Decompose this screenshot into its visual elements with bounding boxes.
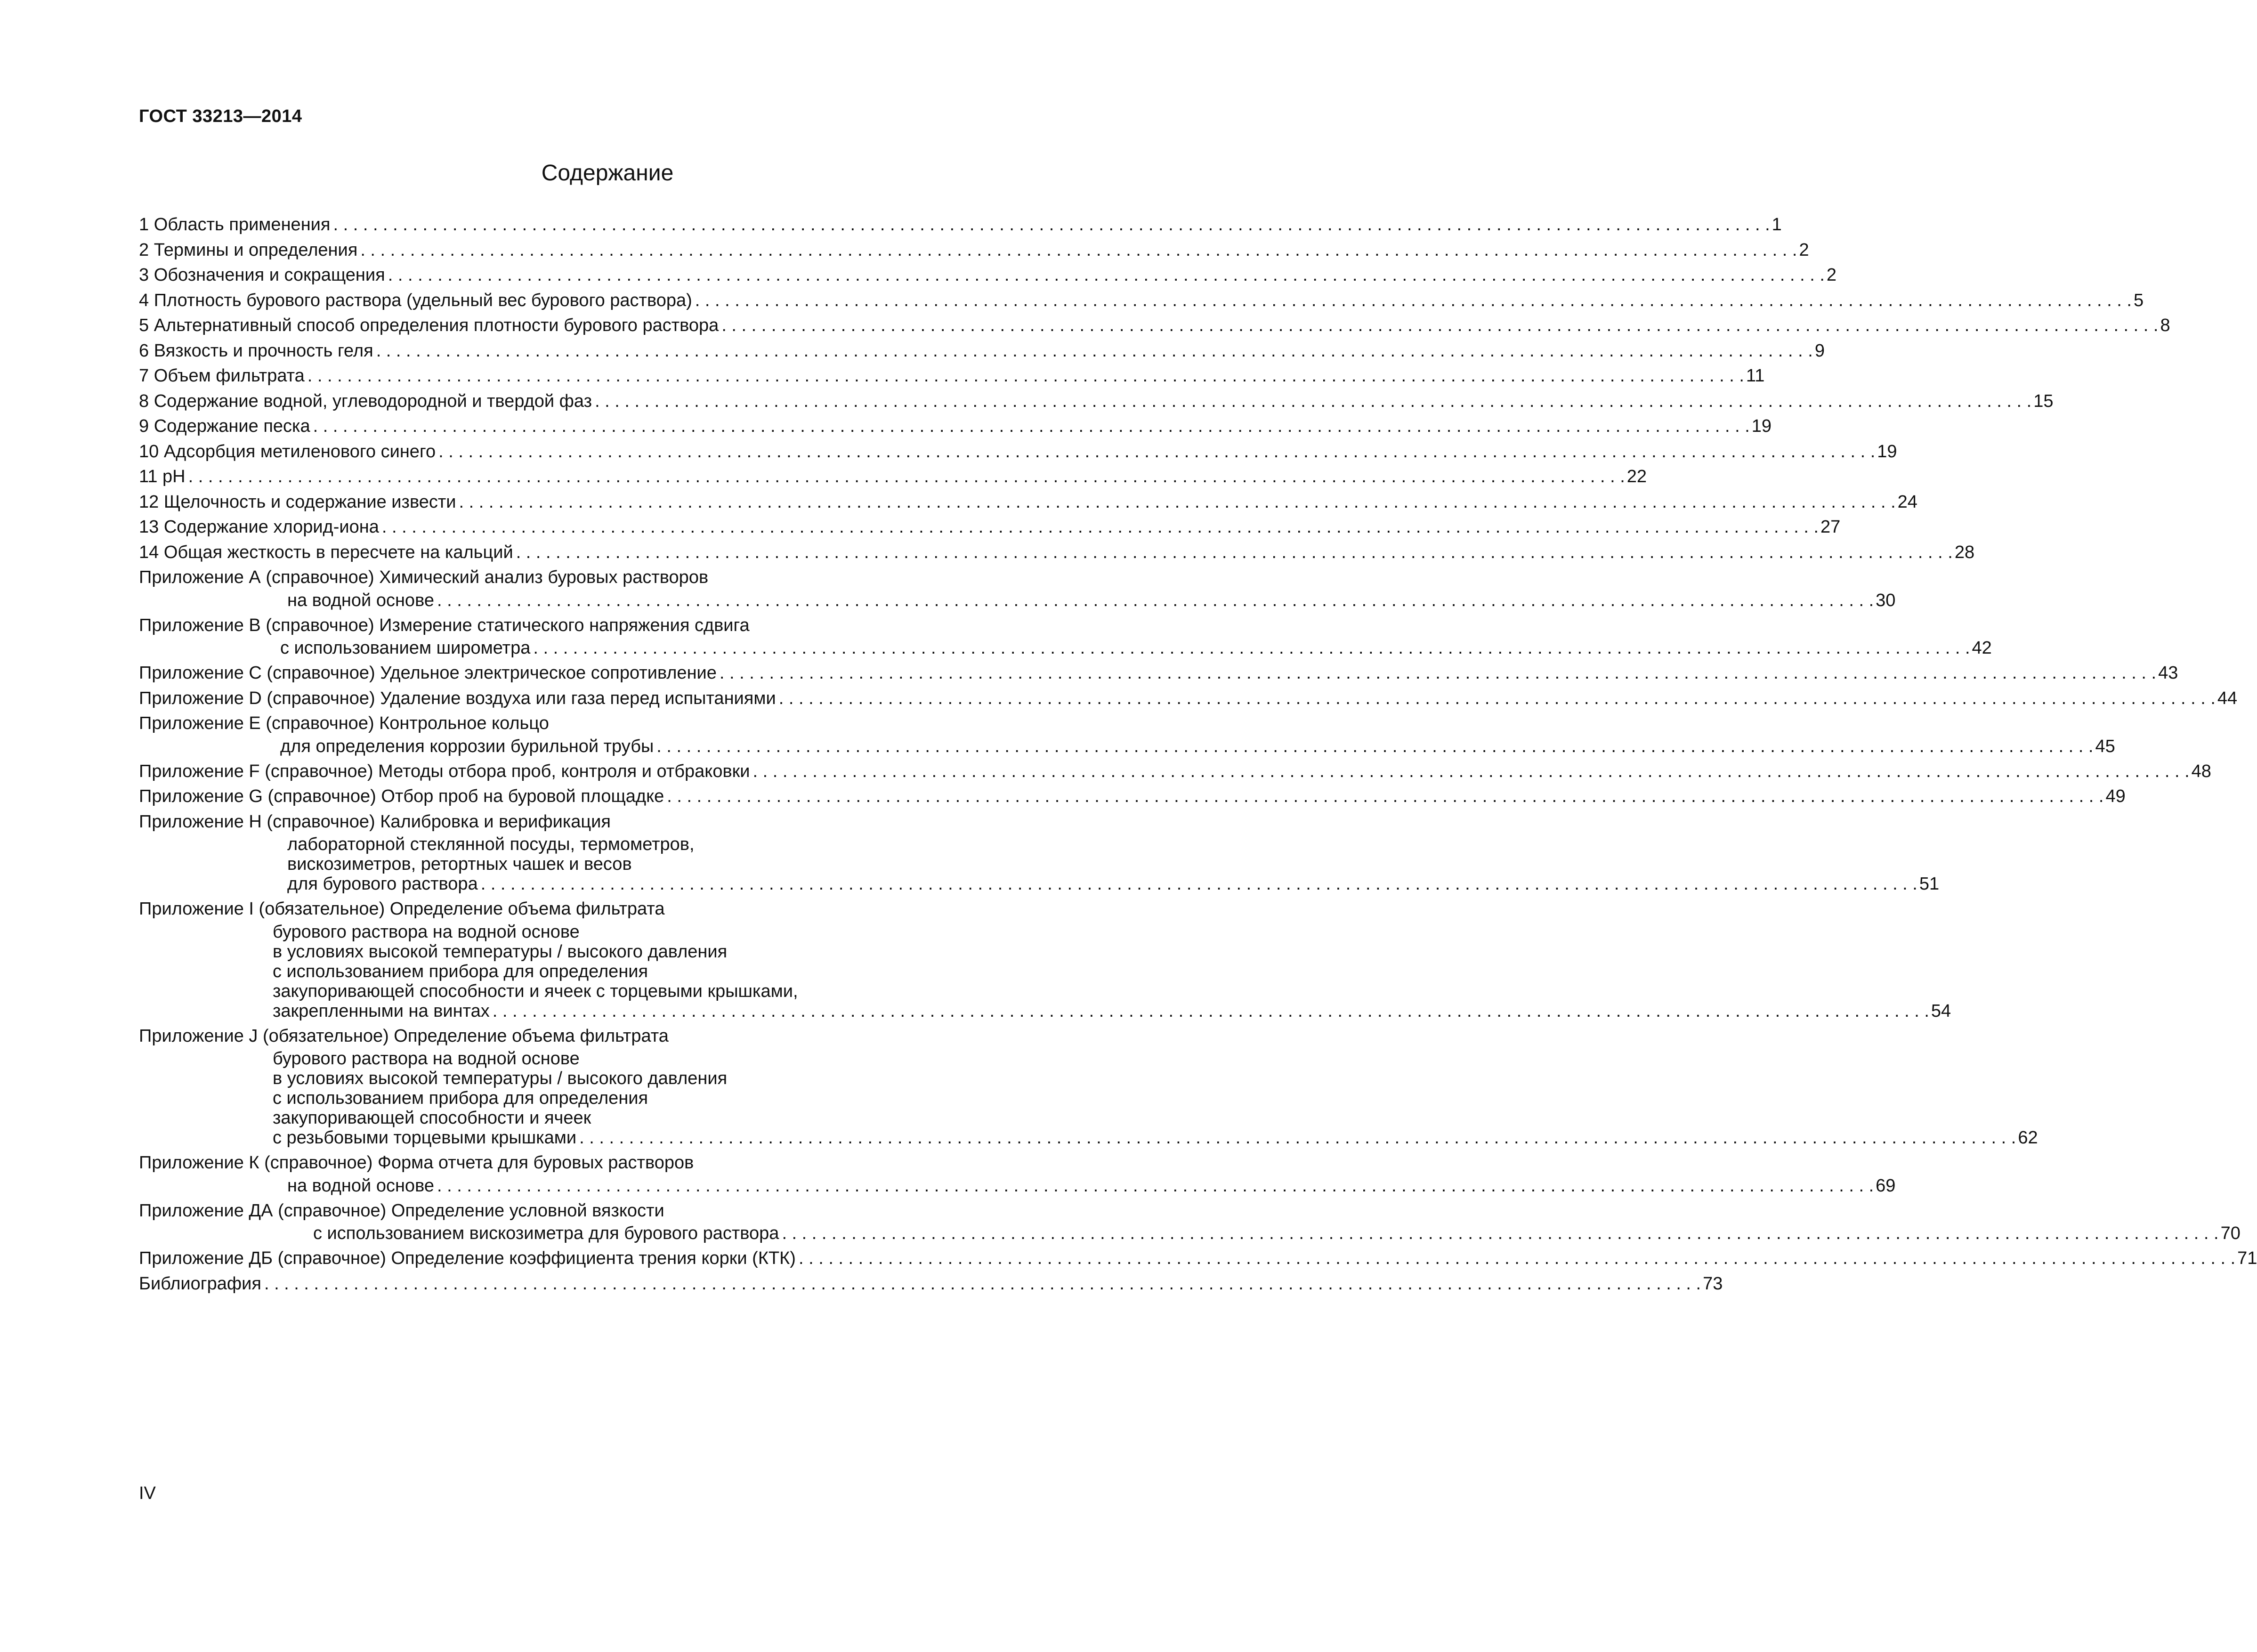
toc-entry[interactable] [139, 565, 1896, 613]
toc-entry-title: Приложение С (справочное) Удельное электрическое сопротивление [139, 663, 717, 683]
toc-entry-title-continued: с резьбовыми торцевыми крышками [273, 1128, 577, 1148]
toc-page-number: 43 [2158, 663, 2178, 683]
toc-entry-title: 2 Термины и определения [139, 240, 358, 260]
toc-entry[interactable] [139, 439, 1897, 465]
toc-page-number: 30 [1876, 590, 1896, 610]
toc-entry-title: 1 Область применения [139, 215, 331, 235]
toc-entry-title: Приложение А (справочное) Химический анализ буровых растворов [139, 567, 709, 587]
toc-entry[interactable] [139, 1271, 1723, 1297]
toc-entry-title: Приложение F (справочное) Методы отбора проб, контроля и отбраковки [139, 761, 750, 781]
toc-entry-title-continued: с использованием широметра [280, 638, 531, 658]
standard-code: ГОСТ 33213—2014 [139, 106, 302, 126]
leader-dots [656, 737, 2093, 756]
toc-entry-title: Приложение G (справочное) Отбор проб на буровой площадке [139, 786, 664, 806]
toc-entry-title: Приложение В (справочное) Измерение статического напряжения сдвига [139, 615, 750, 635]
toc-entry[interactable] [139, 1150, 1896, 1199]
toc-entry-title: Приложение J (обязательное) Определение объема фильтрата [139, 1026, 669, 1046]
toc-entry-title-continued: в условиях высокой температуры / высокого давления [273, 1069, 728, 1088]
toc-page-number: 45 [2095, 736, 2115, 756]
toc-page-number: 19 [1877, 441, 1897, 462]
leader-dots [388, 263, 1825, 288]
toc-page-number: 71 [2237, 1248, 2257, 1268]
toc-entry-title-continued: с использованием прибора для определения [273, 961, 648, 981]
leader-dots [264, 1271, 1701, 1297]
toc-page-number: 1 [1772, 215, 1782, 235]
toc-entry[interactable] [139, 661, 2178, 686]
toc-entry[interactable] [139, 1246, 2257, 1271]
leader-dots [313, 414, 1750, 439]
toc-entry-title: 7 Объем фильтрата [139, 366, 305, 386]
toc-page-number: 24 [1897, 492, 1917, 512]
toc-entry-title-continued: для бурового раствора [287, 874, 478, 894]
toc-page-number: 70 [2220, 1223, 2241, 1243]
toc-page-number: 44 [2217, 688, 2238, 708]
leader-dots [695, 288, 2132, 314]
toc-entry-title: Приложение К (справочное) Форма отчета для буровых растворов [139, 1153, 694, 1173]
toc-page-number: 62 [2018, 1128, 2038, 1148]
leader-dots [459, 490, 1895, 515]
leader-dots [481, 874, 1917, 894]
toc-entry[interactable] [139, 686, 2238, 712]
toc-entry[interactable] [139, 897, 1951, 1024]
toc-entry-title-continued: закупоривающей способности и ячеек с торцевыми крышками, [273, 981, 798, 1001]
leader-dots [753, 759, 2190, 785]
toc-entry[interactable] [139, 364, 1765, 389]
toc-entry[interactable] [139, 613, 1992, 661]
toc-entry[interactable] [139, 263, 1837, 288]
toc-page-number: 5 [2133, 290, 2144, 310]
leader-dots [799, 1246, 2235, 1271]
leader-dots [437, 1176, 1874, 1196]
leader-dots [360, 238, 1797, 263]
toc-entry[interactable] [139, 540, 1975, 566]
toc-entry-title: 8 Содержание водной, углеводородной и твердой фаз [139, 391, 592, 411]
toc-entry-title-continued: бурового раствора на водной основе [273, 1049, 580, 1069]
toc-entry-title: 12 Щелочность и содержание извести [139, 492, 456, 512]
toc-page-number: 73 [1703, 1273, 1723, 1294]
toc-title: Содержание [541, 161, 674, 186]
leader-dots [779, 686, 2216, 712]
toc-page-number: 19 [1751, 416, 1772, 436]
toc-entry-title-continued: закрепленными на винтах [273, 1001, 490, 1021]
toc-page-number: 27 [1820, 517, 1841, 537]
toc-entry[interactable] [139, 288, 2144, 314]
toc-page-number: 54 [1931, 1001, 1951, 1021]
toc-page-number: 11 [1746, 366, 1765, 386]
toc-entry-title: 13 Содержание хлорид-иона [139, 517, 379, 537]
toc-entry-title-continued: с использованием вискозиметра для бурового раствора [313, 1223, 779, 1243]
toc-page-number: 2 [1799, 240, 1809, 260]
toc-page-number: 2 [1826, 265, 1837, 285]
toc-entry[interactable] [139, 810, 1940, 897]
leader-dots [437, 591, 1874, 610]
toc-entry[interactable] [139, 212, 1782, 238]
leader-dots [493, 1001, 1929, 1021]
toc-entry-title: Приложение ДБ (справочное) Определение коэффициента трения корки (КТК) [139, 1248, 796, 1268]
toc-entry[interactable] [139, 414, 1772, 439]
toc-entry[interactable] [139, 238, 1809, 263]
toc-entry-title-continued: в условиях высокой температуры / высокого давления [273, 941, 728, 962]
toc-page-number: 15 [2033, 391, 2054, 411]
toc-entry[interactable] [139, 515, 1841, 540]
toc-entry[interactable] [139, 490, 1917, 515]
table-of-contents [139, 212, 2257, 1296]
toc-entry-title: Приложение Н (справочное) Калибровка и верификация [139, 811, 611, 832]
toc-entry[interactable] [139, 389, 2054, 414]
toc-page-number: 8 [2160, 316, 2170, 335]
toc-entry-title: Приложение I (обязательное) Определение объема фильтрата [139, 899, 665, 919]
toc-entry-title-continued: закупоривающей способности и ячеек [273, 1108, 591, 1128]
toc-entry-title-continued: для определения коррозии бурильной трубы [280, 736, 654, 756]
leader-dots [516, 540, 1953, 566]
toc-entry[interactable] [139, 313, 2170, 339]
toc-entry-title: 11 pH [139, 467, 186, 486]
toc-entry[interactable] [139, 464, 1647, 490]
toc-entry-title: 14 Общая жесткость в пересчете на кальций [139, 542, 513, 562]
toc-page-number: 69 [1876, 1175, 1896, 1196]
toc-entry[interactable] [139, 339, 1825, 364]
leader-dots [533, 638, 1970, 658]
toc-entry-title-continued: лабораторной стеклянной посуды, термометров, [287, 834, 695, 854]
toc-page-number: 49 [2105, 786, 2126, 806]
toc-entry-title-continued: на водной основе [287, 1175, 434, 1196]
page-number: IV [139, 1483, 156, 1503]
leader-dots [438, 439, 1875, 465]
toc-entry-title: 3 Обозначения и сокращения [139, 265, 385, 285]
toc-entry-title-continued: вискозиметров, ретортных чашек и весов [287, 854, 632, 874]
toc-entry-title: Приложение ДА (справочное) Определение условной вязкости [139, 1200, 664, 1221]
leader-dots [667, 784, 2103, 810]
toc-entry-title: Библиография [139, 1273, 261, 1294]
toc-entry-title-continued: с использованием прибора для определения [273, 1088, 648, 1108]
leader-dots [720, 661, 2156, 686]
toc-entry[interactable] [139, 784, 2126, 810]
toc-entry[interactable] [139, 759, 2211, 785]
toc-entry-title: 6 Вязкость и прочность геля [139, 340, 373, 361]
leader-dots [595, 389, 2031, 414]
toc-entry-title: 9 Содержание песка [139, 416, 310, 436]
leader-dots [188, 464, 1625, 490]
toc-page-number: 9 [1814, 340, 1825, 361]
leader-dots [333, 212, 1770, 238]
toc-entry-title: 4 Плотность бурового раствора (удельный вес бурового раствора) [139, 290, 692, 310]
leader-dots [376, 339, 1813, 364]
toc-entry-title: Приложение D (справочное) Удаление воздуха или газа перед испытаниями [139, 688, 776, 708]
toc-entry-title-continued: на водной основе [287, 590, 434, 610]
toc-entry-title-continued: бурового раствора на водной основе [273, 922, 580, 942]
toc-entry-title: Приложение Е (справочное) Контрольное кольцо [139, 713, 549, 733]
toc-page-number: 48 [2191, 761, 2211, 781]
toc-page-number: 51 [1919, 874, 1940, 894]
leader-dots [382, 515, 1819, 540]
leader-dots [721, 313, 2158, 339]
toc-page-number: 42 [1972, 638, 1992, 658]
toc-entry-title: 10 Адсорбция метиленового синего [139, 441, 436, 462]
toc-entry[interactable] [139, 1024, 2038, 1151]
toc-entry-title: 5 Альтернативный способ определения плотности бурового раствора [139, 316, 719, 335]
leader-dots [307, 364, 1744, 389]
leader-dots [579, 1128, 2016, 1148]
toc-entry[interactable] [139, 711, 2115, 759]
leader-dots [782, 1223, 2218, 1243]
toc-entry[interactable] [139, 1199, 2241, 1247]
toc-page-number: 28 [1954, 542, 1975, 562]
toc-page-number: 22 [1626, 467, 1647, 486]
